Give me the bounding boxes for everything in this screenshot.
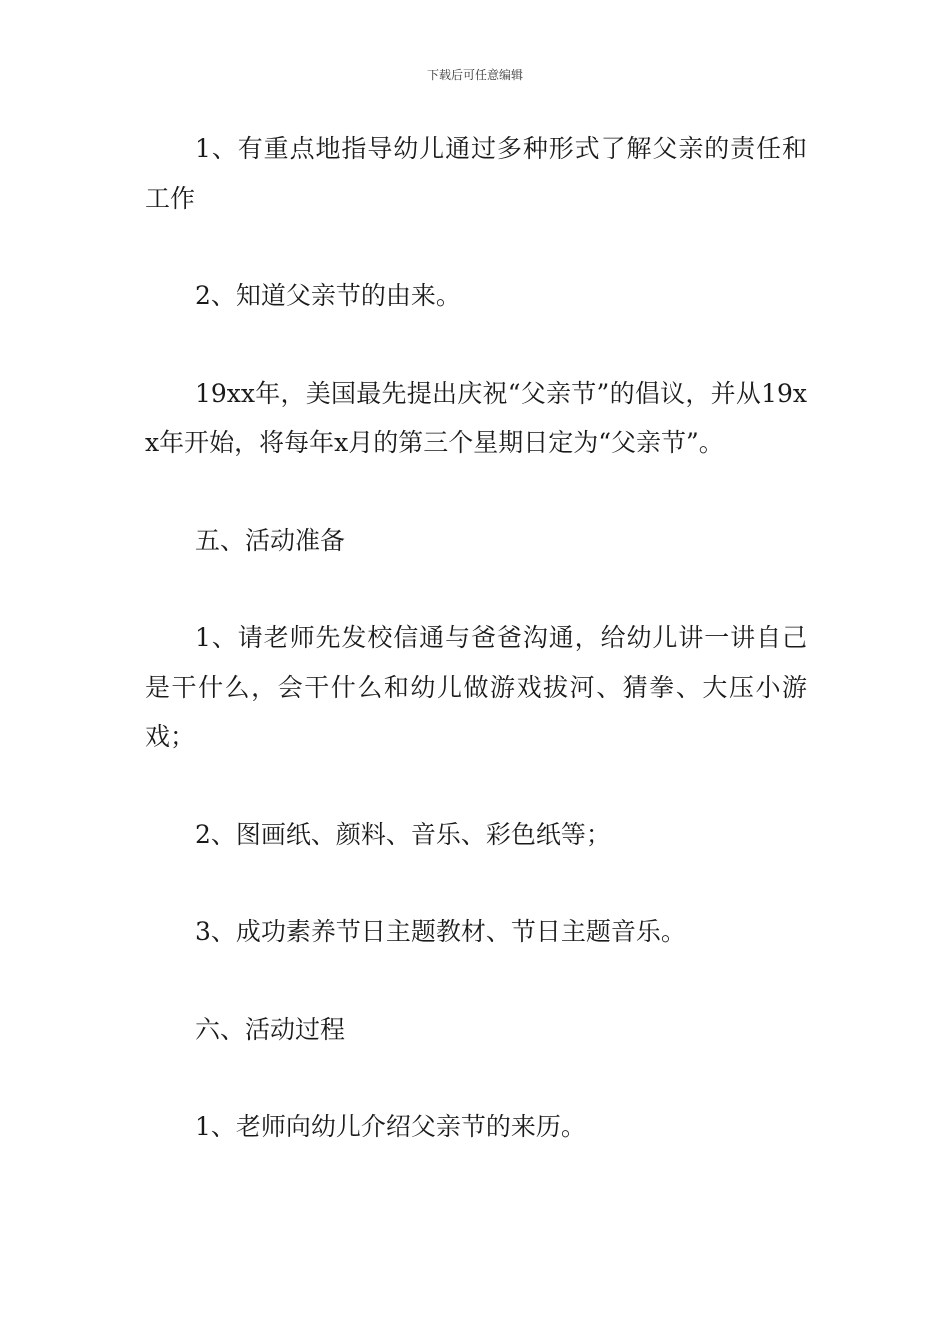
- section-heading-preparation: 五、活动准备: [195, 525, 346, 555]
- origin-paragraph: 19xx年，美国最先提出庆祝“父亲节”的倡议，并从19xx年开始，将每年x月的第三个星期日定为“父亲节”。: [145, 378, 807, 457]
- page-header: 下载后可任意编辑: [426, 68, 523, 82]
- goal-item-1: 1、有重点地指导幼儿通过多种形式了解父亲的责任和工作: [145, 134, 807, 213]
- section-heading-process: 六、活动过程: [195, 1014, 346, 1044]
- preparation-item-2: 2、图画纸、颜料、音乐、彩色纸等；: [195, 819, 611, 849]
- preparation-item-3: 3、成功素养节日主题教材、节日主题音乐。: [195, 917, 686, 946]
- goal-item-2: 2、知道父亲节的由来。: [195, 281, 461, 310]
- document-body: [145, 124, 807, 1200]
- process-item-1: 1、老师向幼儿介绍父亲节的来历。: [195, 1112, 586, 1141]
- preparation-item-1: 1、请老师先发校信通与爸爸沟通，给幼儿讲一讲自己是干什么，会干什么和幼儿做游戏拔河、猜拳、大压小游戏；: [145, 623, 807, 751]
